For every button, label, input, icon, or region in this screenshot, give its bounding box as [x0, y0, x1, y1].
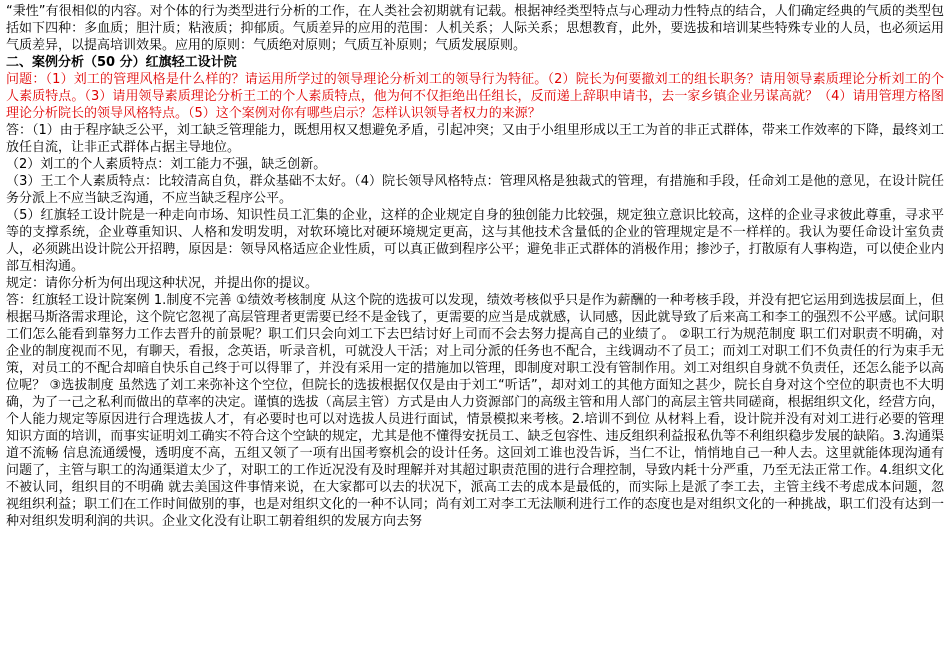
intro-paragraph: “秉性”有很相似的内容。对个体的行为类型进行分析的工作，在人类社会初期就有记载。根据神经类型特点与心理动力性特点的结合，人们确定经典的气质的类型包括如下四种：多血质；胆汁质；粘液质；抑郁质。气质差异的应用的范围：人机关系；人际关系；思想教育，此外，要选拔和培训某些特殊专业的人员，也必须运用气质差异，以提高培训效果。应用的原则：气质绝对原则；气质互补原则；气质发展原则。	[6, 4, 944, 53]
answer-2: （2）刘工的个人素质特点：刘工能力不强，缺乏创新。	[6, 157, 327, 172]
answer-3-4: （3）王工个人素质特点：比较清高自负，群众基础不太好。（4）院长领导风格特点：管理风格是独裁式的管理，有措施和手段，任命刘工是他的意见，在设计院任务分派上不应当缺乏沟通，不应当缺乏程序公平。	[6, 174, 944, 206]
section-heading: 二、案例分析（50 分）红旗轻工设计院	[6, 55, 237, 70]
task-requirement: 规定：请你分析为何出现这种状况，并提出你的提议。	[6, 276, 319, 291]
answer-1: 答：（1）由于程序缺乏公平，刘工缺乏管理能力，既想用权又想避免矛盾，引起冲突；又由于小组里形成以王工为首的非正式群体，带来工作效率的下降，最终刘工放任自流，让非正式群体占据主导地位。	[6, 123, 944, 155]
long-answer: 答：红旗轻工设计院案例 1.制度不完善 ①绩效考核制度 从这个院的选拔可以发现，绩效考核似乎只是作为薪酬的一种考核手段，并没有把它运用到选拔层面上，但根据马斯洛需求理论，这个院它忽视了高层管理者更需要已经不是金钱了，更需要的应当是成就感，认同感，因此就导致了后来高工和李工的强烈不公平感。试问职工们怎么能看到靠努力工作去晋升的前景呢？职工们只会向刘工下去巴结讨好上司而不会去努力提高自己的业绩了。 ②职工行为规范制度 职工们对职责不明确，对企业的制度视而不见，有聊天，看报，念英语，听录音机，可就没人干活；对上司分派的任务也不配合，主线调动不了员工；而刘工对职工们不负责任的行为束手无策，对员工的不配合却暗自快乐自己终于可以得罪了，并没有采用一定的措施加以管理，即制度对职工没有管制作用。刘工对组织自身就不负责任，还怎么能予以高位呢？ ③选拔制度 虽然选了刘工来弥补这个空位，但院长的选拔根据仅仅是由于刘工“听话”，却对刘工的其他方面知之甚少，院长自身对这个空位的职责也不大明确，为了一己之私利而做出的草率的决定。谨慎的选拔（高层主管）方式是由人力资源部门的高级主管和用人部门的高层主管共同磋商，根据组织文化，经营方向，个人能力规定等原因进行合理选拔人才，有必要时也可以对选拔人员进行面试，情景模拟来考核。2.培训不到位 从材料上看，设计院并没有对刘工进行必要的管理知识方面的培训，而事实证明刘工确实不符合这个空缺的规定，尤其是他不懂得安抚员工、缺乏包容性、违反组织利益报私仇等不利组织稳步发展的缺陷。3.沟通渠道不流畅 信息流通缓慢，透明度不高，五组又领了一项有出国考察机会的设计任务。这回刘工谁也没告诉，当仁不让，悄悄地自己一种人去。这里就能体现沟通有问题了，主管与职工的沟通渠道太少了，对职工的工作近况没有及时理解并对其超过职责范围的进行合理控制，导致内耗十分严重，乃至无法正常工作。4.组织文化不被认同，组织目的不明确 就去美国这件事情来说，在大家都可以去的状况下，派高工去的成本是最低的，而实际上是派了李工去，主管主线不考虑成本问题，忽视组织利益；职工们在工作时间做别的事，也是对组织文化的一种不认同；尚有刘工对李工无法顺利进行工作的态度也是对组织文化的一种挑战，职工们没有达到一种对组织发明利润的共识。企业文化没有让职工朝着组织的发展方向去努	[6, 293, 944, 529]
case-questions: 问题：（1）刘工的管理风格是什么样的？请运用所学过的领导理论分析刘工的领导行为特征。（2）院长为何要撤刘工的组长职务？请用领导素质理论分析刘工的个人素质特点。（3）请用领导素质理论分析王工的个人素质特点，他为何不仅拒绝出任组长，反而递上辞职申请书，去一家乡镇企业另谋高就？（4）请用管理方格图理论分析院长的领导风格特点。（5）这个案例对你有哪些启示？怎样认识领导者权力的来源？	[6, 72, 944, 121]
answer-5: （5）红旗轻工设计院是一种走向市场、知识性员工汇集的企业，这样的企业规定自身的独创能力比较强，规定独立意识比较高，这样的企业寻求彼此尊重，寻求平等的支撑系统，企业尊重知识、人格和发明发明，对软环境比对硬环境规定更高，这与其他技术含量低的企业的管理规定是不一样样的。我认为要任命设计室负责人，必须跳出设计院公开招聘，原因是：领导风格适应企业性质，可以真正做到程序公平；避免非正式群体的消极作用；掺沙子，打散原有人事构造，可以使企业内部互相沟通。	[6, 208, 944, 274]
